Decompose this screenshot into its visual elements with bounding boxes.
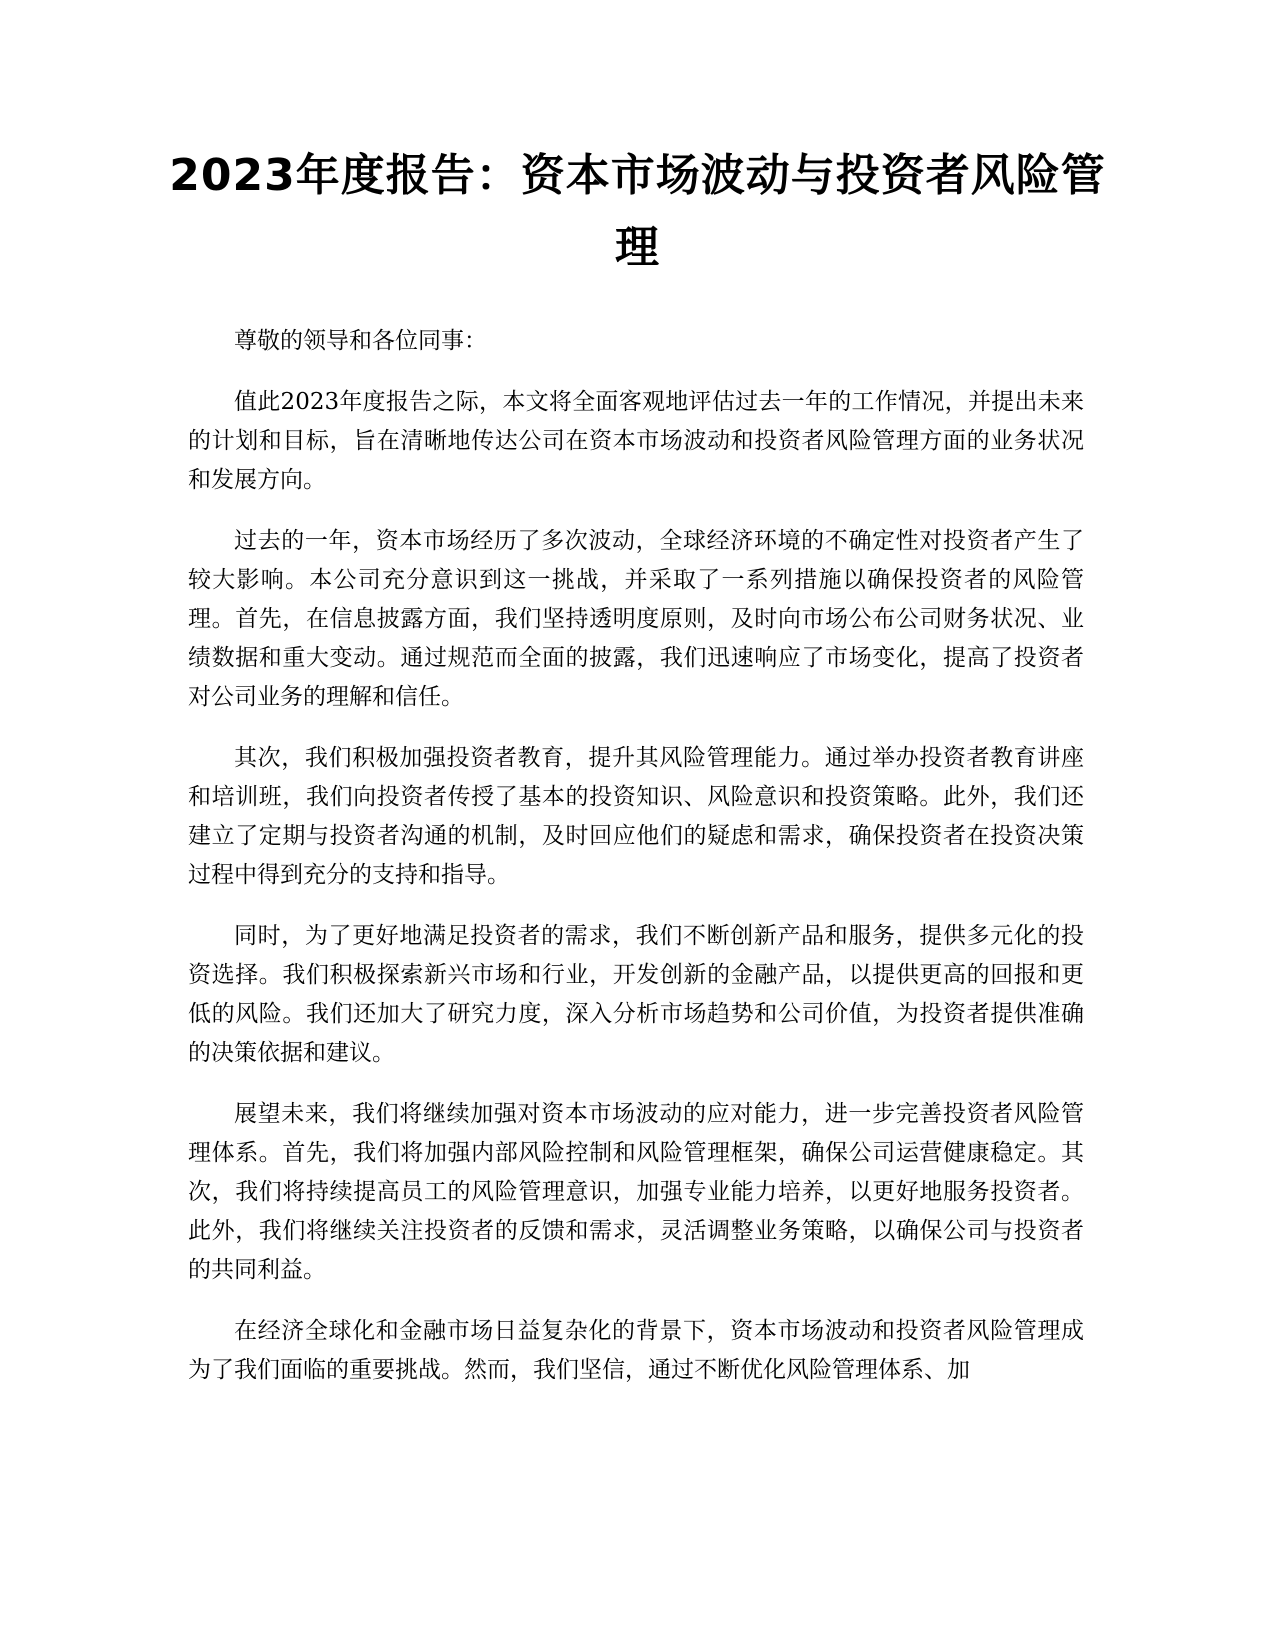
- paragraph-salutation: 尊敬的领导和各位同事：: [234, 328, 487, 354]
- paragraph-intro: 值此2023年度报告之际，本文将全面客观地评估过去一年的工作情况，并提出未来的计划和目标，旨在清晰地传达公司在资本市场波动和投资者风险管理方面的业务状况和发展方向。: [188, 389, 1084, 493]
- paragraph-outlook: 展望未来，我们将继续加强对资本市场波动的应对能力，进一步完善投资者风险管理体系。首先，我们将加强内部风险控制和风险管理框架，确保公司运营健康稳定。其次，我们将持续提高员工的风险管理意识，加强专业能力培养，以更好地服务投资者。此外，我们将继续关注投资者的反馈和需求，灵活调整业务策略，以确保公司与投资者的共同利益。: [188, 1101, 1084, 1283]
- paragraph-conclusion: 在经济全球化和金融市场日益复杂化的背景下，资本市场波动和投资者风险管理成为了我们面临的重要挑战。然而，我们坚信，通过不断优化风险管理体系、加: [188, 1318, 1084, 1383]
- paragraph-product-innovation: 同时，为了更好地满足投资者的需求，我们不断创新产品和服务，提供多元化的投资选择。我们积极探索新兴市场和行业，开发创新的金融产品，以提供更高的回报和更低的风险。我们还加大了研究力度，深入分析市场趋势和公司价值，为投资者提供准确的决策依据和建议。: [188, 923, 1084, 1066]
- document-title: 2023年度报告：资本市场波动与投资者风险管理: [169, 150, 1106, 273]
- paragraph-past-year: 过去的一年，资本市场经历了多次波动，全球经济环境的不确定性对投资者产生了较大影响。本公司充分意识到这一挑战，并采取了一系列措施以确保投资者的风险管理。首先，在信息披露方面，我们坚持透明度原则，及时向市场公布公司财务状况、业绩数据和重大变动。通过规范而全面的披露，我们迅速响应了市场变化，提高了投资者对公司业务的理解和信任。: [188, 528, 1084, 710]
- paragraph-investor-education: 其次，我们积极加强投资者教育，提升其风险管理能力。通过举办投资者教育讲座和培训班，我们向投资者传授了基本的投资知识、风险意识和投资策略。此外，我们还建立了定期与投资者沟通的机制，及时回应他们的疑虑和需求，确保投资者在投资决策过程中得到充分的支持和指导。: [188, 745, 1084, 888]
- document-body: [188, 322, 1084, 1412]
